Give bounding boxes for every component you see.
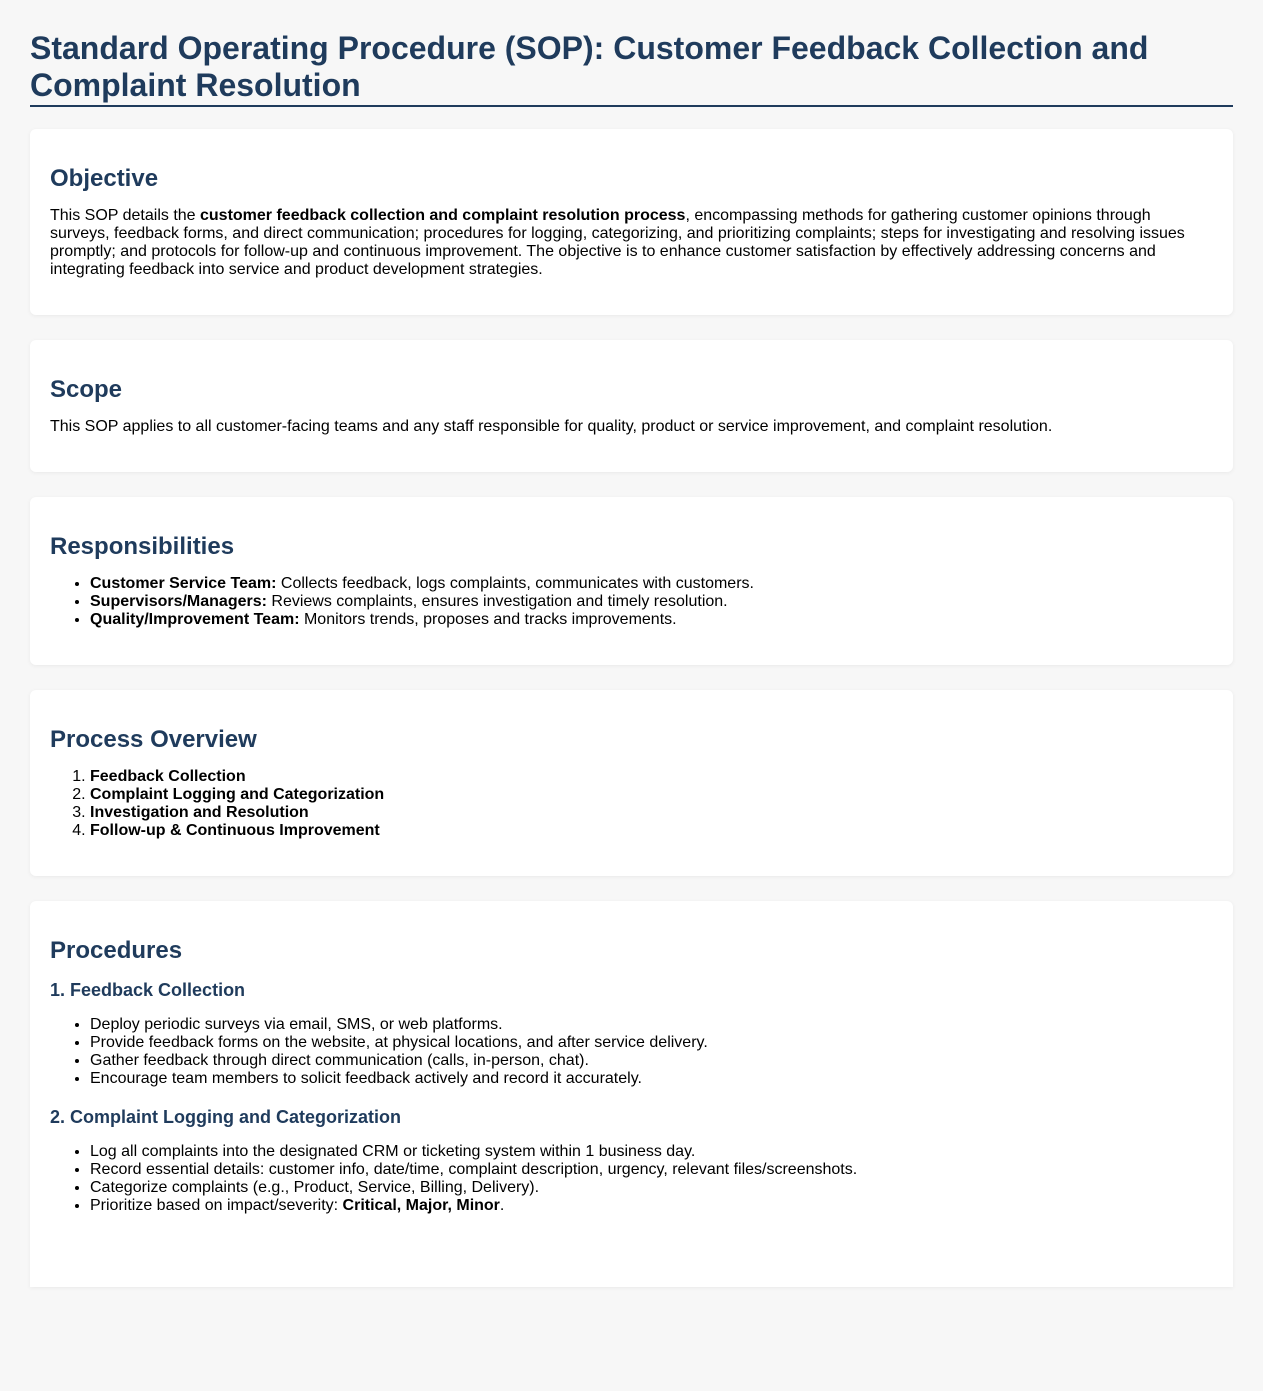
process-step (90, 822, 1213, 840)
procedure-item: • Deploy periodic surveys via email, SMS, or web platforms. (90, 1016, 1213, 1034)
procedure-item: • Encourage team members to solicit feedback actively and record it accurately. (90, 1070, 1213, 1088)
responsibility-desc: Reviews complaints, ensures investigation and timely resolution. (266, 593, 728, 610)
responsibilities-section (30, 497, 1233, 665)
scope-section (30, 340, 1233, 472)
process-step-label: Investigation and Resolution (90, 804, 309, 821)
process-step (90, 768, 1213, 786)
responsibility-desc: Monitors trends, proposes and tracks improvements. (299, 611, 677, 628)
priority-prefix: Prioritize based on impact/severity: (90, 1197, 343, 1214)
responsibility-role: Supervisors/Managers: (90, 593, 267, 610)
procedure-subheading-feedback-collection: 1. Feedback Collection (50, 980, 246, 1000)
process-overview-heading: Process Overview (50, 726, 257, 753)
process-steps-list (50, 768, 1213, 840)
process-step (90, 804, 1213, 822)
procedure-item (90, 1197, 1213, 1215)
process-step (90, 786, 1213, 804)
responsibility-desc: Collects feedback, logs complaints, communicates with customers. (276, 575, 754, 592)
process-overview-section (30, 690, 1233, 876)
objective-heading: Objective (50, 165, 159, 192)
responsibility-item (90, 611, 1213, 629)
objective-text-start: This SOP details the (50, 207, 200, 224)
procedure-item: • Gather feedback through direct communication (calls, in-person, chat). (90, 1052, 1213, 1070)
procedures-heading: Procedures (50, 937, 183, 964)
process-step-label: Feedback Collection (90, 768, 246, 785)
objective-section (30, 129, 1233, 315)
scope-text: This SOP applies to all customer-facing teams and any staff responsible for quality, product or service improvement, and complaint resolution. (50, 418, 1053, 435)
responsibility-item (90, 593, 1213, 611)
responsibilities-heading: Responsibilities (50, 533, 235, 560)
complaint-logging-list (50, 1143, 1213, 1215)
responsibility-item (90, 575, 1213, 593)
page-title: Standard Operating Procedure (SOP): Customer Feedback Collection and Complaint Resolution (30, 0, 1233, 107)
priority-suffix: . (499, 1197, 505, 1214)
process-step-label: Follow-up & Continuous Improvement (90, 822, 380, 839)
procedure-item: • Record essential details: customer info, date/time, complaint description, urgency, relevant files/screenshots. (90, 1161, 1213, 1179)
objective-text (50, 207, 1213, 279)
procedure-item: • Provide feedback forms on the website, at physical locations, and after service delivery. (90, 1034, 1213, 1052)
procedure-item: • Log all complaints into the designated CRM or ticketing system within 1 business day. (90, 1143, 1213, 1161)
procedure-item: • Categorize complaints (e.g., Product, Service, Billing, Delivery). (90, 1179, 1213, 1197)
responsibilities-list (50, 575, 1213, 629)
feedback-collection-list (50, 1016, 1213, 1088)
responsibility-role: Customer Service Team: (90, 575, 277, 592)
objective-text-end: , encompassing methods for gathering customer opinions through surveys, feedback forms, and direct communication; procedures for logging, categorizing, and prioritizing complaints; steps for investigating and resolving issues promptly; and protocols for follow-up and continuous improvement. The objective is to enhance customer satisfaction by effectively addressing concerns and integrating feedback into service and product development strategies. (50, 207, 1185, 278)
procedure-subheading-complaint-logging: 2. Complaint Logging and Categorization (50, 1107, 401, 1127)
process-step-label: Complaint Logging and Categorization (90, 786, 385, 803)
priority-levels: Critical, Major, Minor (342, 1197, 500, 1214)
scope-heading: Scope (50, 376, 123, 403)
procedures-section (30, 901, 1233, 1287)
objective-text-emphasis: customer feedback collection and complaint resolution process (200, 207, 686, 224)
responsibility-role: Quality/Improvement Team: (90, 611, 300, 628)
